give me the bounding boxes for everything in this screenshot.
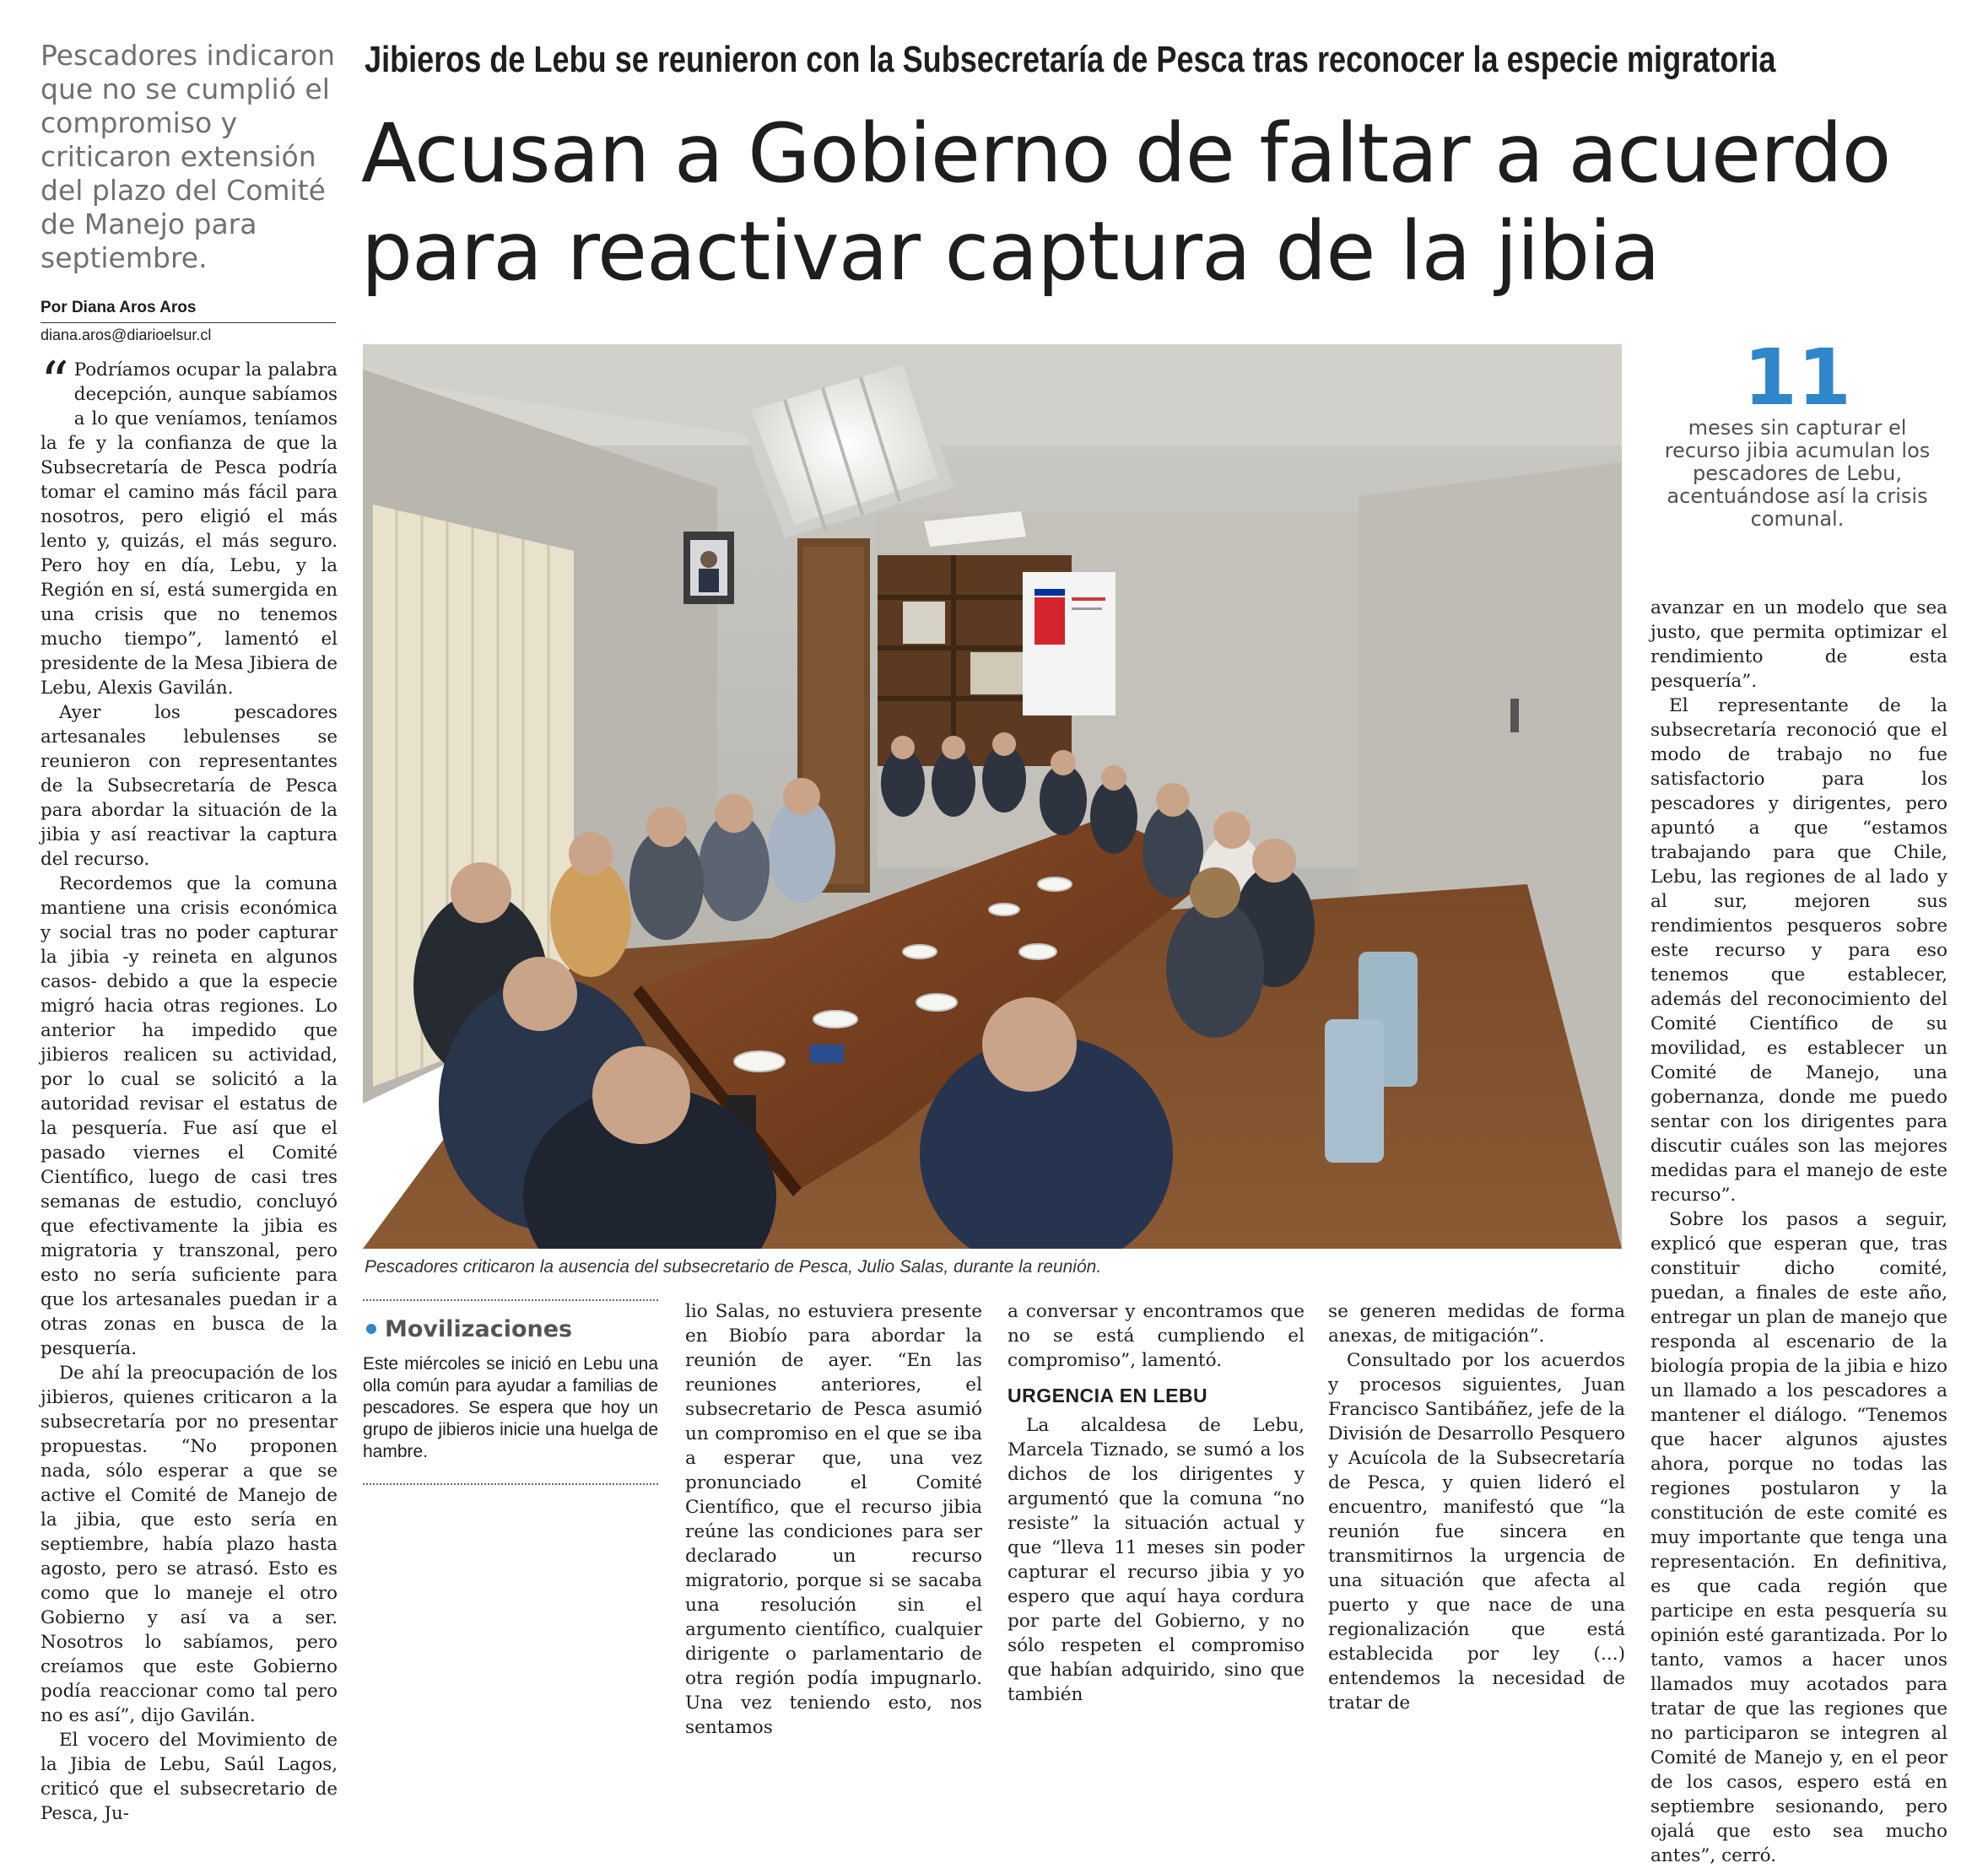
section-subhead: URGENCIA EN LEBU [1008,1385,1208,1406]
byline: Por Diana Aros Aros [41,297,336,323]
article-headline: Acusan a Gobierno de faltar a acuerdo para reactivar captura de la jibia [361,106,1891,299]
body-paragraph: lio Salas, no estuviera presente en Biobío para abordar la reunión de ayer. “En las reuniones anteriores, el subsecretario de Pesca asumió un compromiso en el que se iba a esperar que, una vez pronunciado el Comité Científico, que el recurso jibia reúne las condiciones para ser declarado un recurso migratorio, porque si se sacaba una resolución sin el argumento científico, cualquier dirigente o parlamentario de otra región podía impugnarlo. Una vez teniendo esto, nos sentamos [685,1301,982,1738]
body-column-5 [1328,1299,1625,1715]
opening-quote: “ [41,350,69,415]
body-paragraph: De ahí la preocupación de los jibieros, quienes criticaron a la subsecretaría por no presentar propuestas. “No proponen nada, sólo esperar a que se active el Comité de Manejo de la jibia, que esto sería en septiembre, había plazo hasta agosto, pero se atrasó. Esto es como que lo maneje el otro Gobierno y así va a ser. Nosotros lo sabíamos, pero creíamos que este Gobierno podía reaccionar como tal pero no es así”, dijo Gavilán. [41,1363,338,1726]
body-column-3 [685,1299,982,1740]
meeting-photo [363,344,1622,1249]
body-paragraph: Sobre los pasos a seguir, explicó que esperan que, tras constituir dicho comité, puedan, a finales de este año, entregar un plan de manejo que responda al escenario de la biología propia de la jibia e hizo un llamado a los pescadores a mantener el diálogo. “Tenemos que hacer algunos ajustes ahora, porque no todas las regiones postularon y la constitución de este comité es muy importante que tenga una representación. En definitiva, es que cada región que participe en esta pesquería su opinión esté garantizada. Por lo tanto, vamos a hacer unos llamados muy acotados para tratar de que las regiones que no participaron se integren al Comité de Manejo y, en el peor de los casos, espero está en septiembre sesionando, pero ojalá que esto sea mucho antes”, cerró. [1650,1209,1947,1866]
body-paragraph: Ayer los pescadores artesanales lebulenses se reunieron con representantes de la Subsecretaría de Pesca para abordar la situación de la jibia y así reactivar la captura del recurso. [41,702,338,870]
body-column-1 [41,350,338,1826]
body-paragraph: a conversar y encontramos que no se está cumpliendo el compromiso”, lamentó. [1008,1301,1305,1371]
lead-paragraph: “ Podríamos ocupar la palabra decepción, aunque sabíamos a lo que veníamos, teníamos la fe y la confianza de que la Subsecretaría de Pesca podría tomar el camino más fácil para nosotros, pero eligió el más lento y, quizás, el más seguro. Pero hoy en día, Lebu, y la Región en sí, está sumergida en una crisis que no tenemos mucho tiempo”, lamentó el presidente de la Mesa Jibiera de Lebu, Alexis Gavilán. [41,350,338,699]
body-paragraph: El representante de la subsecretaría reconoció que el modo de trabajo no fue satisfactorio para los pescadores y dirigentes, pero apuntó a que “estamos trabajando para que Chile, Lebu, las regiones de al lado y al sur, mejoren sus rendimientos pesqueros sobre este recurso y para eso tenemos que establecer, además del reconocimiento del Comité Científico de su movilidad, es establecer un Comité de Manejo, una gobernanza, donde me puedo sentar con los dirigentes para discutir cuáles son las mejores medidas para el manejo de este recurso”. [1650,695,1947,1206]
body-paragraph: El vocero del Movimiento de la Jibia de Lebu, Saúl Lagos, criticó que el subsecretario de Pesca, Ju- [41,1730,338,1824]
body-paragraph: Consultado por los acuerdos y procesos siguientes, Juan Francisco Santibáñez, jefe de la División de Desarrollo Pesquero y Acuícola de la Subsecretaría de Pesca, y quien lideró el encuentro, manifestó que “la reunión fue sincera en transmitirnos la urgencia de una situación que afecta al puerto y que nace de una regionalización que está establecida por ley (...) entendemos la necesidad de tratar de [1328,1350,1625,1714]
sidebar-title: Movilizaciones [363,1315,658,1345]
body-paragraph: Recordemos que la comuna mantiene una crisis económica y social tras no poder capturar la jibia -y reineta en algunos casos- debido a que la especie migró hacia otras regiones. Lo anterior ha impedido que jibieros realicen su actividad, por lo cual se solicitó a la autoridad revisar el estatus de la pesquería. Fue así que el pasado viernes el Comité Científico, luego de casi tres semanas de estudio, concluyó que efectivamente la jibia es migratoria y transzonal, pero esto no sería suficiente para que los artesanales puedan ir a otras zonas en busca de la pesquería. [41,873,338,1359]
bullet-icon [366,1324,376,1334]
body-paragraph: se generen medidas de forma anexas, de mitigación”. [1328,1301,1625,1347]
author-email: diana.aros@diarioelsur.cl [41,327,212,343]
body-paragraph: avanzar en un modelo que sea justo, que permita optimizar el rendimiento de esta pesquería”. [1650,597,1947,692]
article-kicker: Jibieros de Lebu se reunieron con la Subsecretaría de Pesca tras reconocer la especie migratoria [365,39,1776,80]
sidebar-text: Este miércoles se inició en Lebu una olla común para ayudar a familias de pescadores. Se espera que hoy un grupo de jibieros inicie una huelga de hambre. [363,1354,658,1461]
body-paragraph: La alcaldesa de Lebu, Marcela Tiznado, se sumó a los dichos de los dirigentes y argumentó que la comuna “no resiste” la situación actual y que “lleva 11 meses sin poder capturar el recurso jibia y yo espero que aquí haya cordura por parte del Gobierno, y no sólo respeten el compromiso que habían adquirido, sino que también [1008,1415,1305,1705]
sidebar-box [363,1299,658,1485]
stat-number: 11 [1742,332,1852,423]
stat-text: meses sin capturar el recurso jibia acumulan los pescadores de Lebu, acentuándose así la crisis comunal. [1664,416,1931,531]
photo-caption: Pescadores criticaron la ausencia del subsecretario de Pesca, Julio Salas, durante la reunión. [365,1257,1102,1277]
body-column-4 [1008,1299,1305,1707]
body-column-6 [1650,596,1947,1868]
article-deck: Pescadores indicaron que no se cumplió el compromiso y criticaron extensión del plazo del Comité de Manejo para septiembre. [41,39,336,274]
